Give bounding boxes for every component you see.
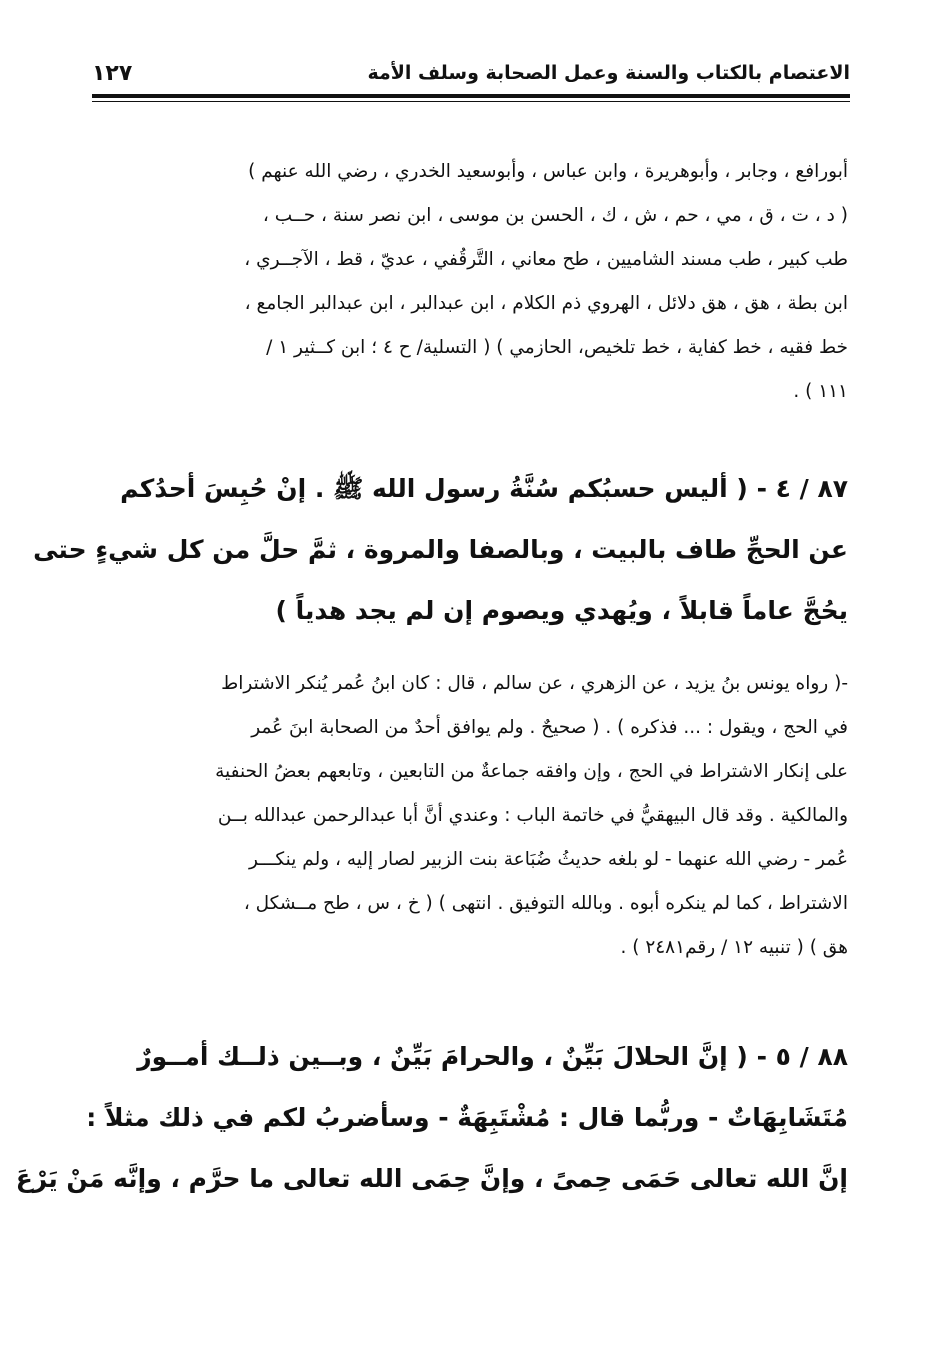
- text-line: -( رواه يونس بنُ يزيد ، عن الزهري ، عن سالم ، قال : كان ابنُ عُمر يُنكر الاشتراط: [221, 673, 848, 694]
- hadith-line: ٨٨ / ٥ - ( إنَّ الحلالَ بَيِّنٌ ، والحرامَ بَيِّنٌ ، وبــين ذلــك أمــورٌ: [137, 1042, 848, 1071]
- text-line: طب كبير ، طب مسند الشاميين ، طح معاني ، التَّرقُفي ، عديّ ، قط ، الآجــري ،: [244, 249, 848, 270]
- text-line: هق ) ( تنبيه ١٢ / رقم٢٤٨١ ) .: [620, 937, 848, 958]
- text-line: عُمر - رضي الله عنهما - لو بلغه حديثُ ضُبَاعة بنت الزبير لصار إليه ، ولم ينكـــر: [248, 849, 848, 870]
- text-line: في الحج ، ويقول : ... فذكره ) . ( صحيحٌ . ولم يوافق أحدٌ من الصحابة ابنَ عُمر: [251, 717, 848, 738]
- page-header: [92, 48, 850, 94]
- text-line: ابن بطة ، هق ، هق دلائل ، الهروي ذم الكلام ، ابن عبدالبر ، ابن عبدالبر الجامع ،: [244, 293, 848, 314]
- text-line: خط فقيه ، خط كفاية ، خط تلخيص، الحازمي ) ( التسلية/ ح ٤ ؛ ابن كــثير ١ /: [266, 337, 848, 358]
- hadith-88: [15, 1026, 848, 1209]
- header-rule-thin: [92, 101, 850, 102]
- continuation-paragraph: [100, 150, 848, 414]
- header-rule-thick: [92, 94, 850, 98]
- hadith-line: يحُجَّ عاماً قابلاً ، ويُهدي ويصوم إن لم يجد هدياً ): [275, 596, 848, 625]
- hadith-line: مُتَشَابِهَاتٌ - وربُّما قال : مُشْتَبِهَةٌ - وسأضربُ لكم في ذلك مثلاً :: [86, 1103, 848, 1132]
- hadith-line: عن الحجِّ طاف بالبيت ، وبالصفا والمروة ، ثمَّ حلَّ من كل شيءٍ حتى: [33, 535, 848, 564]
- text-line: على إنكار الاشتراط في الحج ، وإن وافقه جماعةٌ من التابعين ، وتابعهم بعضُ الحنفية: [215, 761, 848, 782]
- text-line: والمالكية . وقد قال البيهقيُّ في خاتمة الباب : وعندي أنَّ أبا عبدالرحمن عبدالله بــن: [217, 805, 848, 826]
- text-line: الاشتراط ، كما لم ينكره أبوه . وبالله التوفيق . انتهى ) ( خ ، س ، طح مــشكل ،: [243, 893, 848, 914]
- page-number: ١٢٧: [92, 61, 133, 86]
- text-line: أبورافع ، وجابر ، وأبوهريرة ، وابن عباس ، وأبوسعيد الخدري ، رضي الله عنهم ): [248, 161, 848, 182]
- text-line: ١١١ ) .: [793, 381, 848, 402]
- hadith-line: إنَّ الله تعالى حَمَى حِمىً ، وإنَّ حِمَى الله تعالى ما حرَّم ، وإنَّه مَنْ يَرْعَ: [15, 1164, 848, 1193]
- hadith-line: ٨٧ / ٤ - ( أليس حسبُكم سُنَّةُ رسول الله ﷺ . إنْ حُبِسَ أحدُكم: [120, 474, 848, 503]
- commentary-87: [100, 662, 848, 970]
- running-title: الاعتصام بالكتاب والسنة وعمل الصحابة وسلف الأمة: [367, 62, 850, 84]
- text-line: ( د ، ت ، ق ، مي ، حم ، ش ، ك ، الحسن بن موسى ، ابن نصر سنة ، حــب ،: [262, 205, 848, 226]
- hadith-87: [33, 458, 848, 641]
